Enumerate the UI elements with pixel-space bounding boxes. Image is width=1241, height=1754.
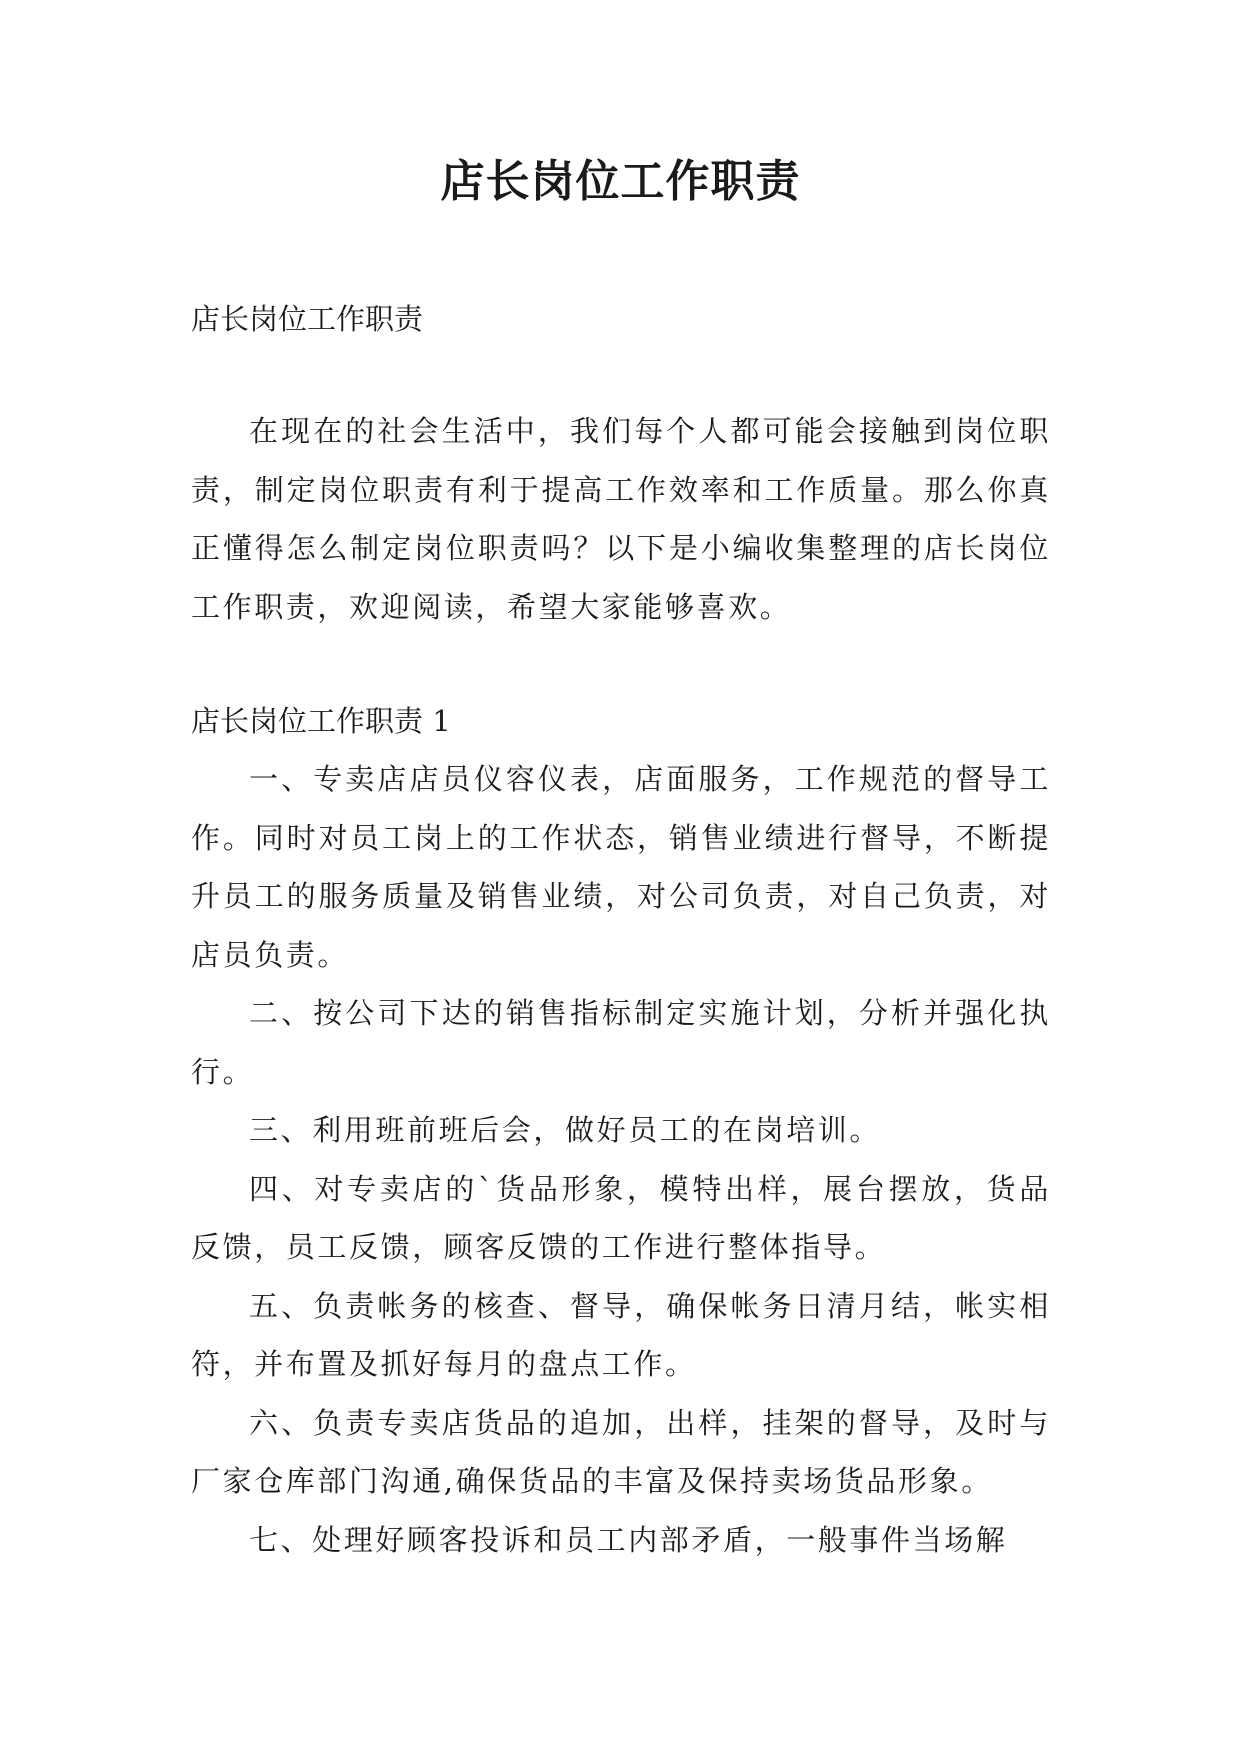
duty-item-7: 七、处理好顾客投诉和员工内部矛盾，一般事件当场解: [249, 1522, 1008, 1557]
duty-item-2: 二、按公司下达的销售指标制定实施计划，分析并强化执行。: [191, 996, 1051, 1089]
duty-item-6: 六、负责专卖店货品的追加，出样，挂架的督导，及时与厂家仓库部门沟通,确保货品的丰富及保持卖场货品形象。: [191, 1405, 1051, 1498]
spacer: [191, 348, 1051, 402]
duty-item-3: 三、利用班前班后会，做好员工的在岗培训。: [249, 1113, 882, 1147]
spacer: [191, 636, 1051, 692]
intro-paragraph: 在现在的社会生活中，我们每个人都可能会接触到岗位职责，制定岗位职责有利于提高工作效率和工作质量。那么你真正懂得怎么制定岗位职责吗？以下是小编收集整理的店长岗位工作职责，欢迎阅读，希望大家能够喜欢。: [191, 414, 1051, 624]
duty-item-1: 一、专卖店店员仪容仪表，店面服务，工作规范的督导工作。同时对员工岗上的工作状态，销售业绩进行督导，不断提升员工的服务质量及销售业绩，对公司负责，对自己负责，对店员负责。: [191, 762, 1051, 972]
duty-item-4: 四、对专卖店的`货品形象，模特出样，展台摆放，货品反馈，员工反馈，顾客反馈的工作进行整体指导。: [191, 1171, 1051, 1264]
duty-item-5: 五、负责帐务的核查、督导，确保帐务日清月结，帐实相符，并布置及抓好每月的盘点工作。: [191, 1288, 1051, 1381]
document-subtitle: 店长岗位工作职责: [191, 302, 424, 336]
document-body: [191, 290, 1051, 1569]
document-title: 店长岗位工作职责: [440, 156, 801, 207]
section-heading: 店长岗位工作职责 1: [191, 704, 451, 738]
